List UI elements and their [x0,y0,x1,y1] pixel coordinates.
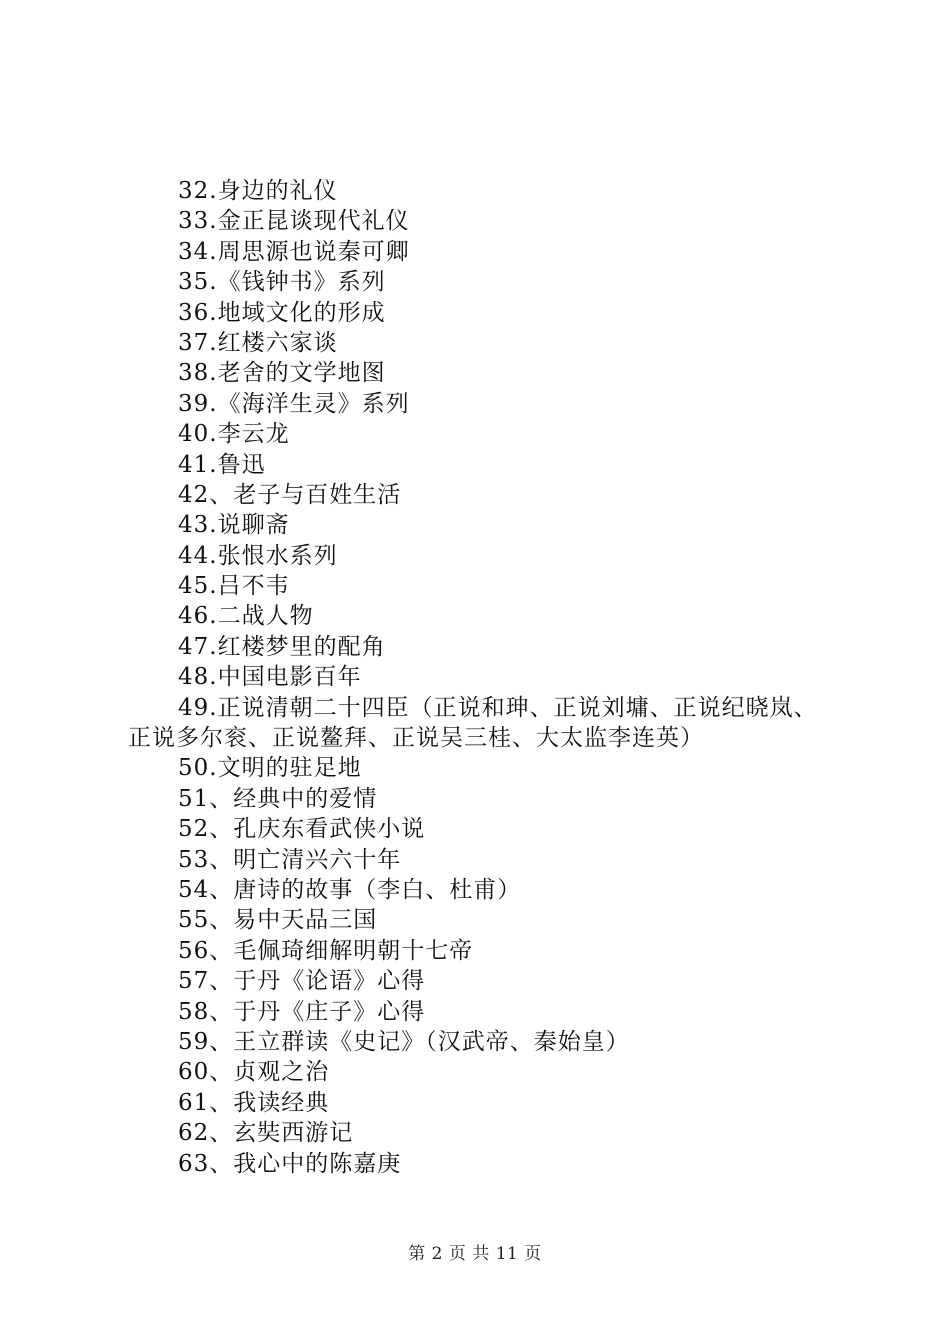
list-item: 62、玄奘西游记 [178,1120,354,1147]
list-item: 47.红楼梦里的配角 [178,633,386,660]
list-item: 33.金正昆谈现代礼仪 [178,208,410,235]
list-item: 41.鲁迅 [178,451,266,478]
list-item-49-line1: 49.正说清朝二十四臣（正说和珅、正说刘墉、正说纪晓岚、 [178,694,818,721]
list-item: 61、我读经典 [178,1089,330,1116]
list-item: 35.《钱钟书》系列 [178,269,386,296]
list-item-49-line2: 正说多尔衮、正说鳌拜、正说吴三桂、大太监李连英） [128,725,704,752]
list-item: 63、我心中的陈嘉庚 [178,1150,402,1177]
list-item: 43.说聊斋 [178,512,290,539]
list-item: 44.张恨水系列 [178,542,338,569]
list-item: 34.周思源也说秦可卿 [178,238,410,265]
list-item: 37.红楼六家谈 [178,329,338,356]
list-item: 39.《海洋生灵》系列 [178,390,410,417]
list-item: 36.地域文化的形成 [178,299,386,326]
reading-list [128,176,858,1179]
list-item: 57、于丹《论语》心得 [178,968,426,995]
list-item: 59、王立群读《史记》（汉武帝、秦始皇） [178,1028,630,1055]
list-item: 48.中国电影百年 [178,664,362,691]
list-item: 40.李云龙 [178,421,290,448]
list-item: 42、老子与百姓生活 [178,481,402,508]
page-footer: 第 2 页 共 11 页 [408,1244,542,1264]
list-item: 45.吕不韦 [178,573,290,600]
list-item: 50.文明的驻足地 [178,755,362,782]
list-item: 38.老舍的文学地图 [178,360,386,387]
list-item: 53、明亡清兴六十年 [178,846,402,873]
list-item: 52、孔庆东看武侠小说 [178,816,426,843]
list-item: 51、经典中的爱情 [178,785,378,812]
list-item: 60、贞观之治 [178,1059,330,1086]
list-item: 58、于丹《庄子》心得 [178,998,426,1025]
list-item: 54、唐诗的故事（李白、杜甫） [178,876,522,903]
list-item: 32.身边的礼仪 [178,178,338,204]
list-item: 56、毛佩琦细解明朝十七帝 [178,937,474,964]
list-item: 46.二战人物 [178,603,314,630]
list-item: 55、易中天品三国 [178,907,378,934]
